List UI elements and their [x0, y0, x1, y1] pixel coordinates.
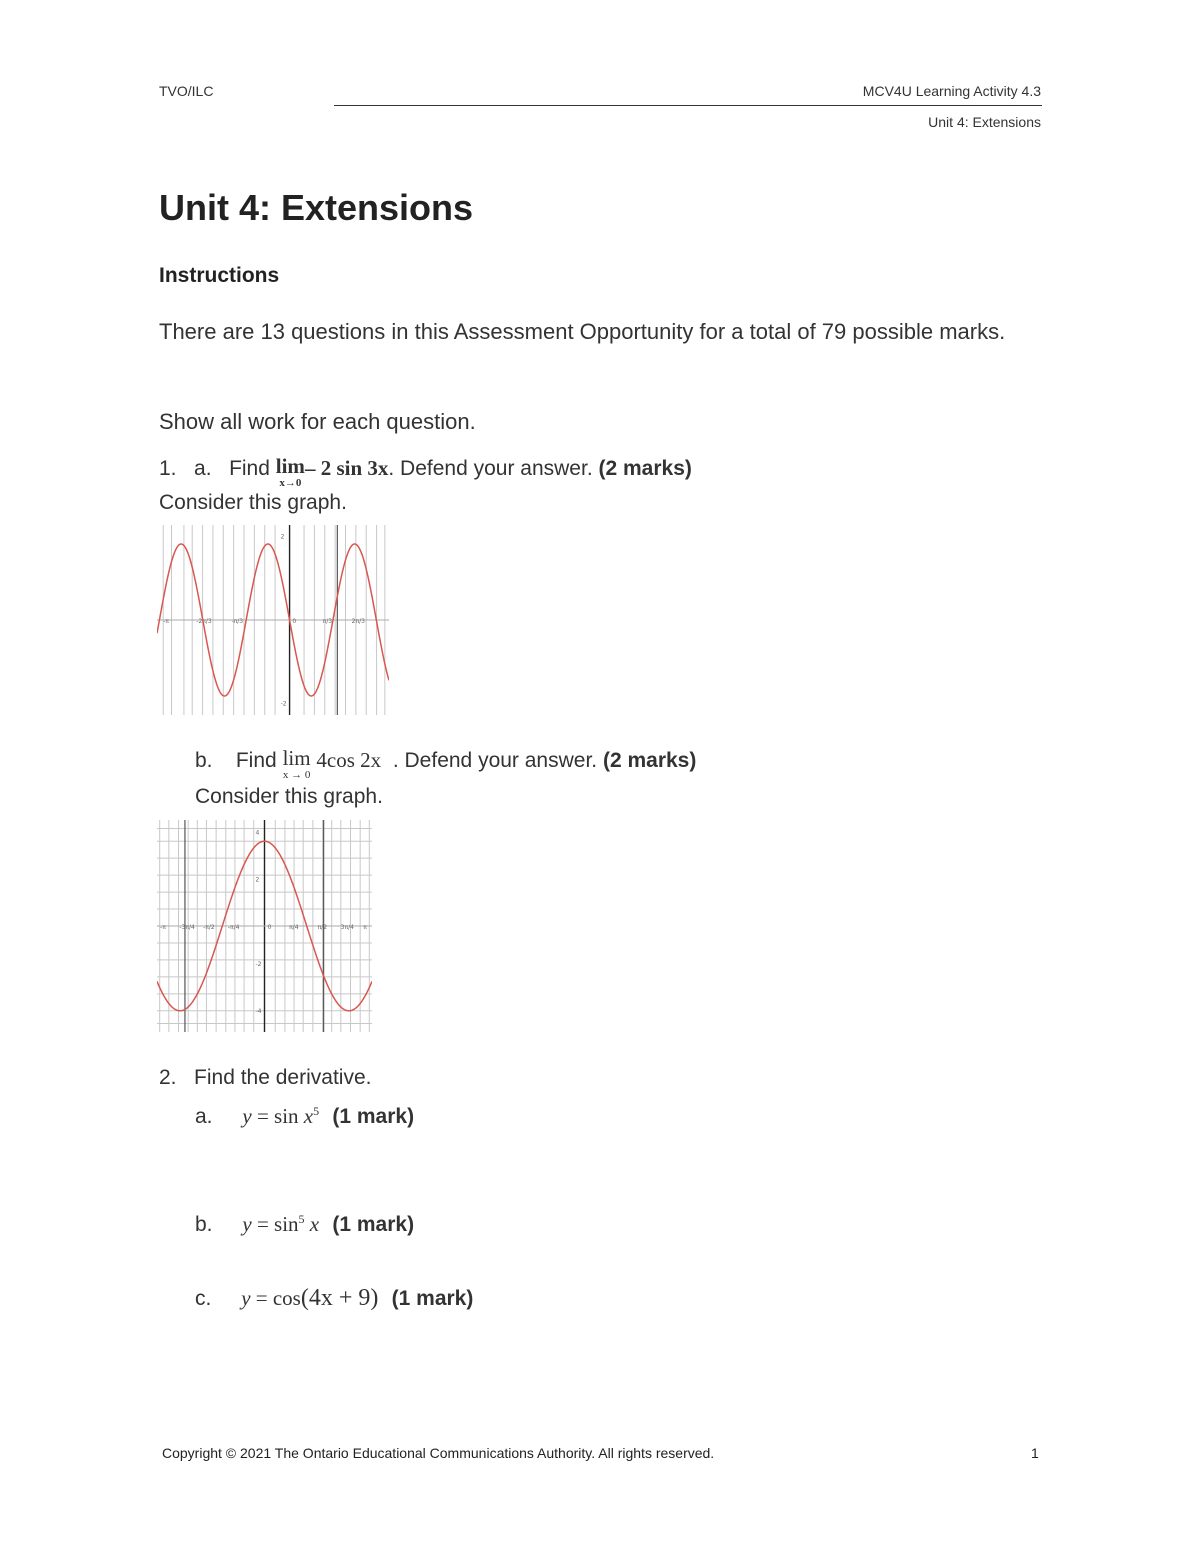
q1b-marks: (2 marks): [602, 749, 697, 772]
q1b-expression: 4cos 2x: [316, 748, 382, 772]
q2c-arg: (4x + 9): [300, 1285, 379, 1311]
q2a-label: a.: [195, 1105, 213, 1128]
q2a-eq: = sin: [251, 1104, 304, 1128]
question-2b: [195, 1212, 414, 1237]
q1b-lim-sub: x → 0: [282, 769, 311, 781]
q1b-find: Find: [235, 749, 277, 772]
footer-copyright: Copyright © 2021 The Ontario Educational Communications Authority. All rights reserved.: [162, 1445, 715, 1461]
q1b-tail: . Defend your answer.: [392, 749, 598, 772]
q1a-consider: Consider this graph.: [159, 491, 347, 514]
q2b-lhs: y: [242, 1212, 252, 1236]
q1b-limit: [283, 748, 311, 781]
q2a-var: x: [303, 1104, 314, 1128]
q2a-lhs: y: [242, 1104, 252, 1128]
q2b-var: x: [309, 1212, 320, 1236]
q2b-sup: 5: [298, 1212, 305, 1226]
x-tick-label-2: -π/2: [203, 924, 215, 931]
q1a-lim-sub: x→0: [279, 477, 302, 489]
q1a-marks: (2 marks): [598, 457, 692, 480]
q2c-marks: (1 mark): [391, 1287, 474, 1310]
x-tick-label-4: π/3: [322, 618, 333, 625]
q1a-limit: [276, 456, 305, 489]
graph-neg2sin3x: [157, 525, 389, 715]
q1a-tail: . Defend your answer.: [388, 457, 593, 480]
x-tick-label-1: -2π/3: [196, 618, 212, 625]
x-tick-label-1: -3π/4: [179, 924, 195, 931]
instructions-heading: Instructions: [159, 264, 280, 287]
x-tick-label-0: -π: [160, 924, 166, 931]
x-tick-label-8: π: [363, 924, 367, 931]
graph2-labels: [160, 830, 367, 1015]
x-tick-label-3: 0: [292, 618, 297, 625]
q2c-lhs: y: [241, 1286, 251, 1310]
q2-prompt: Find the derivative.: [194, 1066, 372, 1089]
q1b-lim-word: lim: [282, 746, 311, 770]
q1a-find: Find: [229, 457, 270, 480]
footer-page-number: 1: [1031, 1445, 1039, 1461]
q2a-sup: 5: [313, 1104, 320, 1118]
x-tick-label-0: -π: [163, 618, 169, 625]
q2b-label: b.: [195, 1213, 213, 1236]
q1b-label: b.: [195, 749, 213, 772]
x-tick-label-2: -π/3: [231, 618, 244, 625]
q2a-marks: (1 mark): [332, 1105, 415, 1128]
header-right-top: MCV4U Learning Activity 4.3: [862, 83, 1041, 99]
q2-number: 2.: [159, 1066, 177, 1089]
x-tick-label-5: π/4: [289, 924, 299, 931]
header-right-bottom: Unit 4: Extensions: [928, 114, 1041, 130]
graph-4cos2x: [157, 820, 372, 1032]
q2b-eq: = sin: [251, 1212, 299, 1236]
y-tick-label-1: 2: [255, 876, 260, 884]
x-tick-label-3: -π/4: [227, 924, 240, 931]
q2c-eq: = cos: [250, 1286, 301, 1310]
header-rule: [334, 105, 1042, 106]
y-tick-label-0: 4: [255, 829, 260, 837]
q1a-label: a.: [194, 457, 212, 480]
y-tick-label-1: -2: [280, 700, 287, 708]
y-tick-label-3: -4: [255, 1007, 262, 1015]
q1a-expression: – 2 sin 3x: [304, 456, 389, 480]
question-1a: [159, 456, 692, 489]
q1-number: 1.: [159, 457, 177, 480]
y-tick-label-2: -2: [255, 961, 262, 969]
question-2c: [195, 1285, 473, 1312]
y-tick-label-0: 2: [280, 533, 285, 541]
instructions-line-2: Show all work for each question.: [159, 409, 476, 434]
q1b-consider: Consider this graph.: [195, 785, 383, 808]
q2c-label: c.: [195, 1287, 212, 1310]
question-1b: [195, 748, 696, 781]
header-left: TVO/ILC: [159, 83, 214, 99]
x-tick-label-6: π/2: [317, 924, 328, 931]
x-tick-label-7: 3π/4: [340, 924, 354, 931]
instructions-line-1: There are 13 questions in this Assessment Opportunity for a total of 79 possible marks.: [159, 319, 1006, 344]
q2b-marks: (1 mark): [332, 1213, 415, 1236]
question-2: [159, 1066, 371, 1090]
x-tick-label-5: 2π/3: [351, 618, 365, 625]
q1a-lim-word: lim: [275, 454, 305, 478]
question-2a: [195, 1104, 414, 1129]
x-tick-label-4: 0: [267, 924, 272, 931]
page-title: Unit 4: Extensions: [159, 187, 474, 228]
